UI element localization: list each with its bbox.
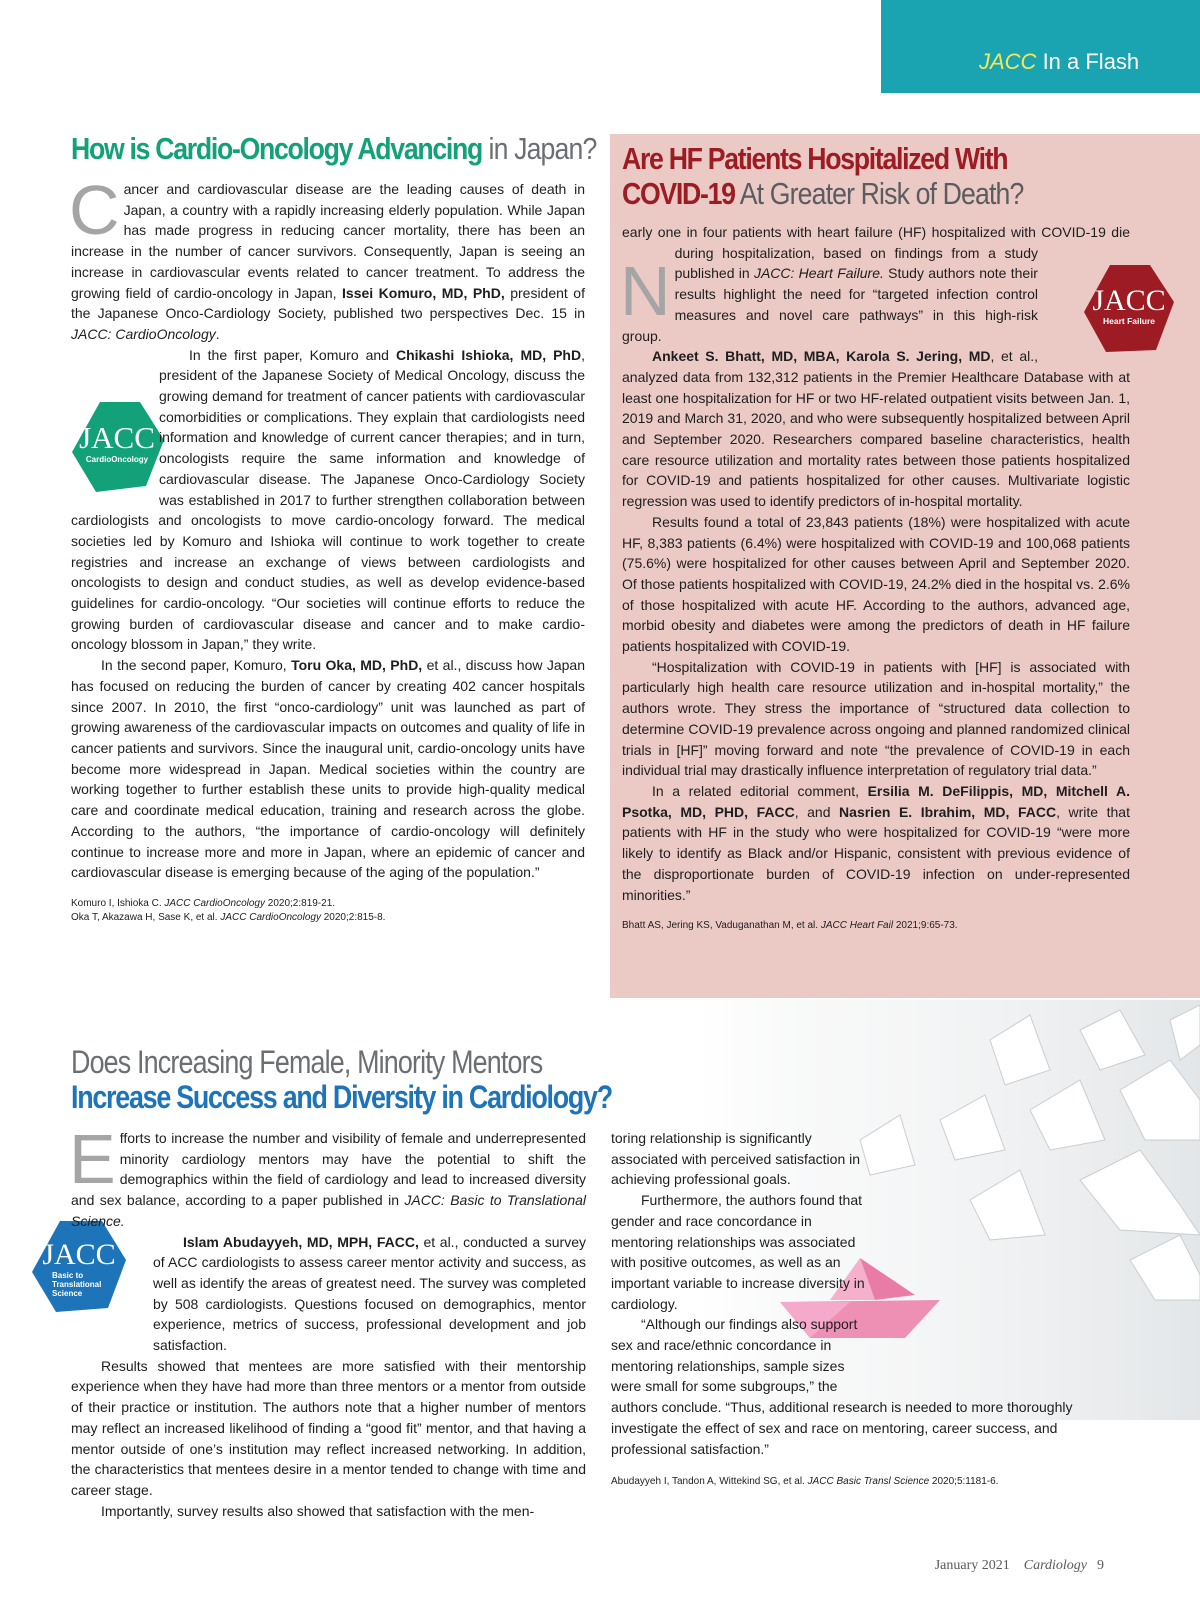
section-header-jacc: JACC <box>979 49 1037 74</box>
article-2-paragraph-3: Results found a total of 23,843 patients (18%) were hospitalized with acute HF, 8,383 patients (6.4%) were hospitalized with COVID-19 and 100,068 patients (75.6%) were hospitalized for other causes between April and September 2020. Of those patients hospitalized with COVID-19, 24.2% died in the hospital vs. 2.6% of those hospitalized with acute HF. According to the authors, advanced age, morbid obesity and diabetes were among the predictors of death in HF failure patients hospitalized with COVID-19. <box>622 513 1130 655</box>
article-3-dropcap: E <box>69 1120 116 1198</box>
article-1-dropcap: C <box>69 171 120 249</box>
article-1-paragraph-3: In the second paper, Komuro, Toru Oka, MD, PhD, et al., discuss how Japan has focused on reducing the burden of cancer by creating 402 cancer hospitals since 2007. In 2010, the first “onco-cardiology” unit was launched as part of growing awareness of the cardiovascular impacts on outcomes and quality of life in cancer patients and survivors. Since the inaugural unit, cardio-oncology units have become more widespread in Japan. Medical societies within the country are working together to further establish these units to provide high-quality medical care and coordinate medical education, training and research across the globe. According to the authors, “the importance of cardio-oncology will definitely continue to increase more and more in Japan, where an epidemic of cancer and cardiovascular disease is emerging because of the aging of the population.” <box>71 657 586 881</box>
article-2-title-light: At Greater Risk of Death? <box>734 176 1024 211</box>
logo-btsci-sub-3: Science <box>52 1289 83 1298</box>
article-1-body <box>69 171 586 925</box>
article-3-reference: Abudayyeh I, Tandon A, Wittekind SG, et al. JACC Basic Transl Science 2020;5:1181-6. <box>611 1476 999 1488</box>
article-2-paragraph-1: early one in four patients with heart failure (HF) hospitalized with COVID-19 die during hospitalization, based on findings from a study published in JACC: Heart Failure. Study authors note their results highlight the need for “targeted infection control measures and novel care pathways” in this high-risk group. <box>622 224 1130 344</box>
logo-btsci-main: JACC <box>42 1238 116 1271</box>
article-3-body-right <box>611 1128 1089 1489</box>
article-2-paragraph-2: Ankeet S. Bhatt, MD, MBA, Karola S. Jering, MD, et al., analyzed data from 132,312 patients in the Premier Healthcare Database with at least one hospitalization for HF or two HF-related outpatient visits between Jan. 1, 2019 and March 31, 2020, and who were subsequently hospitalized between April and September 2020. Researchers compared baseline characteristics, health care resource utilization and mortality rates between those patients hospitalized for COVID-19 and patients hospitalized for other causes. Multivariate logistic regression was used to identify predictors of in-hospital mortality. <box>622 348 1130 510</box>
footer-page-number: 9 <box>1097 1558 1104 1573</box>
article-3-title-line-2: Increase Success and Diversity in Cardiology? <box>71 1079 612 1115</box>
footer-date: January 2021 <box>934 1558 1010 1573</box>
article-2-body <box>622 222 1130 933</box>
logo-heart-failure-main: JACC <box>1092 284 1166 317</box>
article-3-title-line-1: Does Increasing Female, Minority Mentors <box>71 1044 543 1080</box>
article-3-paragraph-4: Importantly, survey results also showed that satisfaction with the men- <box>101 1502 535 1519</box>
article-1-paragraph-2: In the first paper, Komuro and Chikashi Ishioka, MD, PhD, president of the Japanese Society of Medical Oncology, discuss the growing demand for treatment of cancer patients with cardiovascular comorbidities or complications. They explain that cardiologists need information and knowledge of current cancer therapies; and in turn, oncologists require the same information and knowledge of cardiovascular disease. The Japanese Onco-Cardiology Society was established in 2017 to further strengthen collaboration between cardiologists and oncologists to move cardio-oncology forward. The medical societies led by Komuro and Ishioka will continue to work together to create registries and increase an exchange of views between cardiologists and oncologists to design and conduct studies, as well as develop evidence-based guidelines for cardio-oncology. “Our societies will continue efforts to reduce the growing burden of cardiovascular disease and cancer and to make cardio-oncology blossom in Japan,” they write. <box>71 346 585 653</box>
article-2-title-line-1: Are HF Patients Hospitalized With <box>622 141 1008 176</box>
section-header-tab <box>881 0 1200 93</box>
article-3-paragraph-6: Furthermore, the authors found that gender and race concordance in mentoring relationships was associated with positive outcomes, as well as an important variable to increase diversity in cardiology. <box>611 1192 865 1312</box>
logo-cardiooncology-sub: CardioOncology <box>85 455 149 464</box>
article-2-title-line-2 <box>622 178 1023 209</box>
section-header-label <box>979 49 1139 75</box>
article-1-title <box>71 133 596 164</box>
logo-btsci-sub-2: Translational <box>52 1280 102 1289</box>
article-3-paragraph-7: “Although our findings also support sex and race/ethnic concordance in mentoring relationships, sample sizes were small for some subgroups,” the authors conclude. “Thus, additional research is needed to more thoroughly investigate the effect of sex and race on mentoring, career success, and professional satisfaction.” <box>611 1316 1073 1457</box>
logo-cardiooncology-main: JACC <box>79 420 155 455</box>
article-1-paragraph-1: ancer and cardiovascular disease are the leading causes of death in Japan, a country with a rapidly increasing elderly population. While Japan has made progress in reducing cancer mortality, there has been an increase in the number of cancer survivors. Consequently, Japan is seeing an increase in cardiovascular events related to cancer treatment. To address the growing field of cardio-oncology in Japan, Issei Komuro, MD, PhD, president of the Japanese Onco-Cardiology Society, published two perspectives Dec. 15 in JACC: CardioOncology. <box>71 181 585 342</box>
article-1-title-bold: How is Cardio-Oncology Advancing <box>71 131 482 166</box>
article-2-reference: Bhatt AS, Jering KS, Vaduganathan M, et al. JACC Heart Fail 2021;9:65-73. <box>622 920 958 932</box>
logo-heart-failure-sub: Heart Failure <box>1103 316 1155 326</box>
page-footer <box>935 1558 1104 1574</box>
article-2-paragraph-5: In a related editorial comment, Ersilia M. DeFilippis, MD, Mitchell A. Psotka, MD, PHD, FACC, and Nasrien E. Ibrahim, MD, FACC, write that patients with HF in the study who were hospitalized for COVID-19 “were more likely to identify as Black and/or Hispanic, consistent with previous evidence of the disproportionate burden of COVID-19 infection on under-represented minorities.” <box>622 782 1130 903</box>
article-1-reference-2: Oka T, Akazawa H, Sase K, et al. JACC CardioOncology 2020;2:815-8. <box>71 911 386 923</box>
article-2-dropcap: N <box>620 252 671 330</box>
article-1-title-light: in Japan? <box>481 131 597 166</box>
article-3-paragraph-5: toring relationship is significantly associated with perceived satisfaction in achieving professional goals. <box>611 1130 861 1188</box>
article-3-paragraph-3: Results showed that mentees are more satisfied with their mentorship experience when they have had more than three mentors or a mentor from outside of their practice or institution. The authors note that a higher number of mentors may reflect an increased likelihood of finding a “good fit” mentor, and that having a mentor outside of one’s institution may reflect increased networking. In addition, the characteristics that mentees desire in a mentor tended to change with time and career stage. <box>71 1357 586 1498</box>
article-1-references <box>71 897 585 925</box>
section-header-rest: In a Flash <box>1036 49 1140 74</box>
footer-magazine: Cardiology <box>1023 1558 1087 1573</box>
article-1-reference-1: Komuro I, Ishioka C. JACC CardioOncology 2020;2:819-21. <box>71 897 336 909</box>
article-3-paragraph-2: Islam Abudayyeh, MD, MPH, FACC, et al., conducted a survey of ACC cardiologists to assess career mentor activity and success, as well as identify the areas of greatest need. The survey was completed by 508 cardiologists. Questions focused on demographics, mentor experience, metrics of success, professional development and job satisfaction. <box>153 1233 586 1354</box>
logo-btsci-sub-1: Basic to <box>52 1271 84 1280</box>
article-2-paragraph-4: “Hospitalization with COVID-19 in patients with [HF] is associated with particularly high health care resource utilization and in-hospital mortality,” the authors wrote. They stress the importance of “structured data collection to determine COVID-19 prevalence across ongoing and planned randomized clinical trials in [HF]” moving forward and note “the prevalence of COVID-19 in each individual trial may drastically influence interpretation of regulatory trial data.” <box>622 658 1130 779</box>
article-3-body-left <box>69 1120 587 1521</box>
article-3-paragraph-1: fforts to increase the number and visibility of female and underrepresented minority cardiology mentors may have the potential to shift the demographics within the field of cardiology and lead to increased diversity and sex balance, according to a paper published in JACC: Basic to Translational Science. <box>71 1130 587 1229</box>
article-2-title-bold: COVID-19 <box>622 176 735 211</box>
